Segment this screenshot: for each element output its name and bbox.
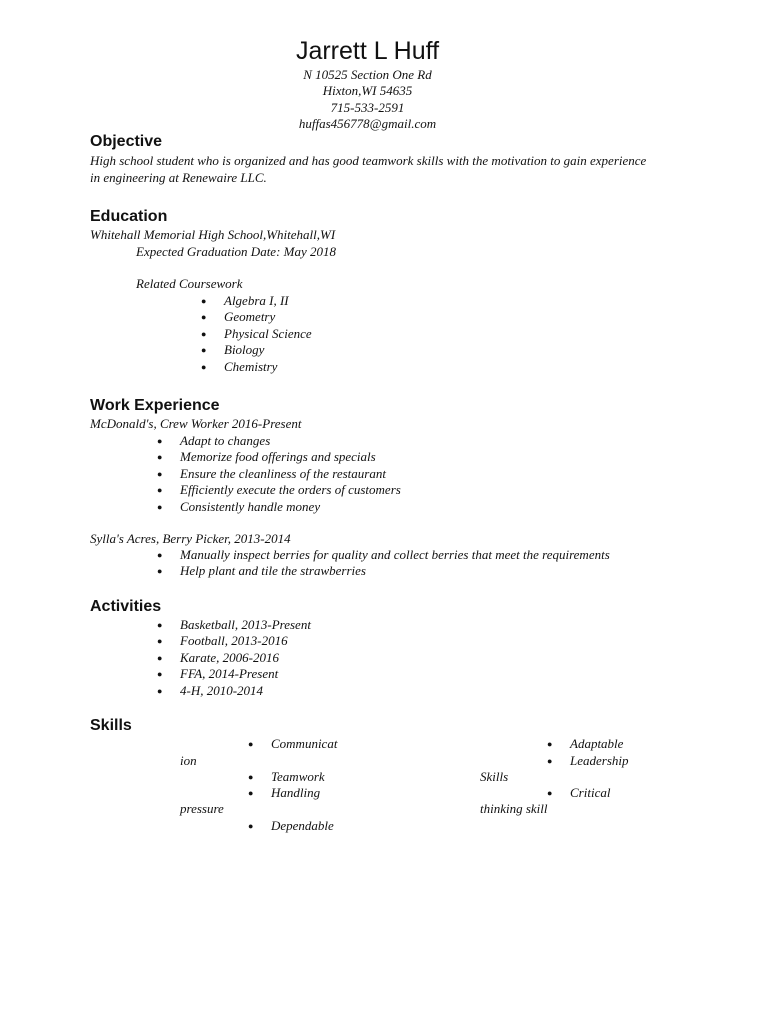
list-item: ● Consistently handle money xyxy=(155,499,401,515)
coursework-label: Related Coursework xyxy=(136,276,243,291)
list-item: ● Biology xyxy=(199,342,312,358)
job-title: Sylla's Acres, Berry Picker, 2013-2014 xyxy=(90,531,291,546)
skill-handling-wrap: pressure xyxy=(180,801,224,816)
skill-teamwork: ● Teamwork xyxy=(248,769,325,785)
objective-heading: Objective xyxy=(90,133,163,150)
email-address: huffas456778@gmail.com xyxy=(298,115,437,131)
skills-heading: Skills xyxy=(90,717,132,734)
contact-block xyxy=(0,67,735,132)
list-item: ● 4-H, 2010-2014 xyxy=(155,683,311,699)
list-item: ● Chemistry xyxy=(199,359,312,375)
job-duties-list xyxy=(155,547,610,580)
skill-dependable: ● Dependable xyxy=(248,818,334,834)
skill-communication: ● Communicat xyxy=(248,736,337,752)
skill-critical: ● Critical xyxy=(547,785,610,801)
list-item: ● Efficiently execute the orders of customers xyxy=(155,482,401,498)
list-item: ● Karate, 2006-2016 xyxy=(155,650,311,666)
list-item: ● Ensure the cleanliness of the restaurant xyxy=(155,466,401,482)
activities-list xyxy=(155,617,311,699)
skill-communication-wrap: ion xyxy=(180,753,197,768)
skill-adaptable: ● Adaptable xyxy=(547,736,623,752)
coursework-list xyxy=(199,293,312,375)
list-item: ● Manually inspect berries for quality and collect berries that meet the requirements xyxy=(155,547,610,563)
list-item: ● Memorize food offerings and specials xyxy=(155,449,401,465)
list-item: ● Geometry xyxy=(199,309,312,325)
list-item: ● Basketball, 2013-Present xyxy=(155,617,311,633)
skill-leadership-wrap: Skills xyxy=(480,769,509,784)
objective-text: High school student who is organized and has good teamwork skills with the motivation to gain experience in engineering at Renewaire LLC. xyxy=(90,153,647,185)
list-item: ● Physical Science xyxy=(199,326,312,342)
job-title: McDonald's, Crew Worker 2016-Present xyxy=(90,416,302,431)
list-item: ● Adapt to changes xyxy=(155,433,401,449)
phone-number: 715-533-2591 xyxy=(330,99,405,115)
address-line-2: Hixton,WI 54635 xyxy=(322,83,413,99)
skill-leadership: ● Leadership xyxy=(547,753,629,769)
activities-heading: Activities xyxy=(90,598,162,615)
resume-name: Jarrett L Huff xyxy=(295,37,440,65)
list-item: ● Football, 2013-2016 xyxy=(155,633,311,649)
list-item: ● Help plant and tile the strawberries xyxy=(155,563,610,579)
job-duties-list xyxy=(155,433,401,515)
education-heading: Education xyxy=(90,208,168,225)
list-item: ● Algebra I, II xyxy=(199,293,312,309)
address-line-1: N 10525 Section One Rd xyxy=(303,67,432,82)
school-name: Whitehall Memorial High School,Whitehall,WI xyxy=(90,227,336,242)
work-experience-heading: Work Experience xyxy=(90,397,220,414)
list-item: ● FFA, 2014-Present xyxy=(155,666,311,682)
graduation-date: Expected Graduation Date: May 2018 xyxy=(136,244,337,259)
skill-critical-wrap: thinking skill xyxy=(480,801,548,816)
skill-handling: ● Handling xyxy=(248,785,320,801)
